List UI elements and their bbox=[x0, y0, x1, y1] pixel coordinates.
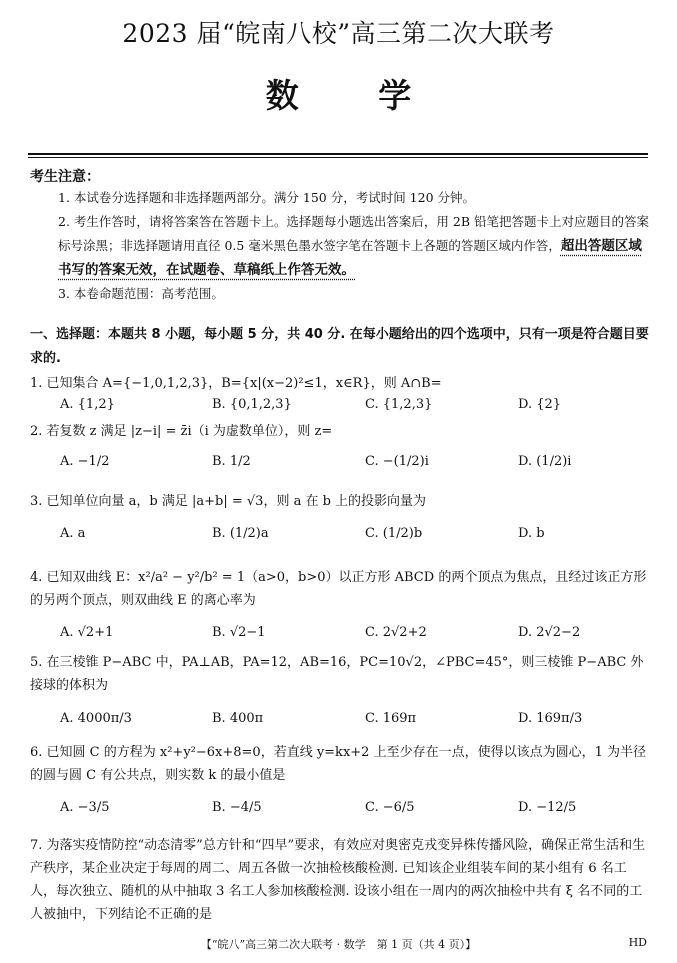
question-6-options bbox=[60, 800, 640, 822]
option-d: D. {2} bbox=[518, 397, 562, 412]
option-c: C. {1,2,3} bbox=[365, 397, 433, 412]
option-b: B. 400π bbox=[212, 711, 264, 726]
option-d: D. 169π/3 bbox=[518, 711, 583, 726]
option-a: A. √2+1 bbox=[60, 625, 114, 640]
option-d: D. (1/2)i bbox=[518, 454, 572, 469]
question-5-options bbox=[60, 711, 640, 733]
option-a: A. −1/2 bbox=[60, 454, 110, 469]
option-a: A. −3/5 bbox=[60, 800, 110, 815]
question-3-stem: 3. 已知单位向量 a，b 满足 |a+b| = √3，则 a 在 b 上的投影向量为 bbox=[30, 494, 427, 509]
option-c: C. 2√2+2 bbox=[365, 625, 427, 640]
question-4-options bbox=[60, 625, 640, 647]
divider bbox=[28, 157, 648, 158]
notice-item-2-text: 2. 考生作答时，请将答案答在答题卡上。选择题每小题选出答案后，用 2B 铅笔把答题卡上对应题目的答案标号涂黑；非选择题请用直径 0.5 毫米黑色墨水签字笔在答题卡上各题的答题区域内作答， bbox=[58, 214, 649, 253]
option-a: A. 4000π/3 bbox=[60, 711, 132, 726]
section-heading: 一、选择题：本题共 8 小题，每小题 5 分，共 40 分. 在每小题给出的四个选项中，只有一项是符合题目要求的. bbox=[30, 327, 649, 366]
question-2-options bbox=[60, 454, 640, 476]
option-b: B. −4/5 bbox=[212, 800, 262, 815]
question-7-stem: 7. 为落实疫情防控“动态清零”总方针和“四早”要求，有效应对奥密克戎变异株传播风险，确保正常生活和生产秩序，某企业决定于每周的周二、周五各做一次抽检核酸检测. 已知该企业组装车间的某小组有 6 名工人，每次独立、随机的从中抽取 3 名工人参加核酸检测. 设该小组在一周内的两次抽检中共有 ξ 名不同的工人被抽中，下列结论不正确的是 bbox=[30, 838, 646, 922]
notice-item-2 bbox=[58, 210, 650, 282]
option-c: C. (1/2)b bbox=[365, 526, 423, 541]
option-b: B. √2−1 bbox=[212, 625, 266, 640]
divider bbox=[28, 153, 648, 155]
question-1-options bbox=[60, 397, 640, 419]
option-b: B. {0,1,2,3} bbox=[212, 397, 292, 412]
option-c: C. −6/5 bbox=[365, 800, 415, 815]
question-1-stem: 1. 已知集合 A={−1,0,1,2,3}，B={x|(x−2)²≤1，x∈R}，则 A∩B= bbox=[30, 376, 442, 391]
option-d: D. −12/5 bbox=[518, 800, 577, 815]
page-footer: 【“皖八”高三第二次大联考 · 数学 第 1 页（共 4 页）】 bbox=[200, 938, 477, 951]
option-d: D. 2√2−2 bbox=[518, 625, 581, 640]
question-4-stem: 4. 已知双曲线 E：x²/a² − y²/b² = 1（a>0，b>0）以正方形 ABCD 的两个顶点为焦点，且经过该正方形的另两个顶点，则双曲线 E 的离心率为 bbox=[30, 570, 647, 608]
notice-emphasis: 超出答题区域书写的答案无效，在试题卷、草稿纸上作答无效。 bbox=[58, 238, 642, 278]
notice-heading: 考生注意： bbox=[30, 169, 100, 185]
subject-title: 数 学 bbox=[265, 76, 446, 115]
option-d: D. b bbox=[518, 526, 545, 541]
notice-item-1: 1. 本试卷分选择题和非选择题两部分。满分 150 分，考试时间 120 分钟。 bbox=[58, 190, 476, 205]
option-c: C. 169π bbox=[365, 711, 417, 726]
option-a: A. a bbox=[60, 526, 86, 541]
option-c: C. −(1/2)i bbox=[365, 454, 429, 469]
question-5-stem: 5. 在三棱锥 P−ABC 中，PA⊥AB，PA=12，AB=16，PC=10√2，∠PBC=45°，则三棱锥 P−ABC 外接球的体积为 bbox=[30, 655, 644, 693]
question-3-options bbox=[60, 526, 640, 548]
question-2-stem: 2. 若复数 z 满足 |z−i| = z̄i（i 为虚数单位），则 z= bbox=[30, 424, 333, 439]
option-b: B. 1/2 bbox=[212, 454, 251, 469]
question-6-stem: 6. 已知圆 C 的方程为 x²+y²−6x+8=0，若直线 y=kx+2 上至少存在一点，使得以该点为圆心，1 为半径的圆与圆 C 有公共点，则实数 k 的最小值是 bbox=[30, 745, 646, 783]
option-b: B. (1/2)a bbox=[212, 526, 269, 541]
option-a: A. {1,2} bbox=[60, 397, 115, 412]
footer-code: HD bbox=[628, 936, 647, 949]
exam-title: 2023 届“皖南八校”高三第二次大联考 bbox=[122, 19, 555, 48]
notice-item-3: 3. 本卷命题范围：高考范围。 bbox=[58, 286, 224, 301]
